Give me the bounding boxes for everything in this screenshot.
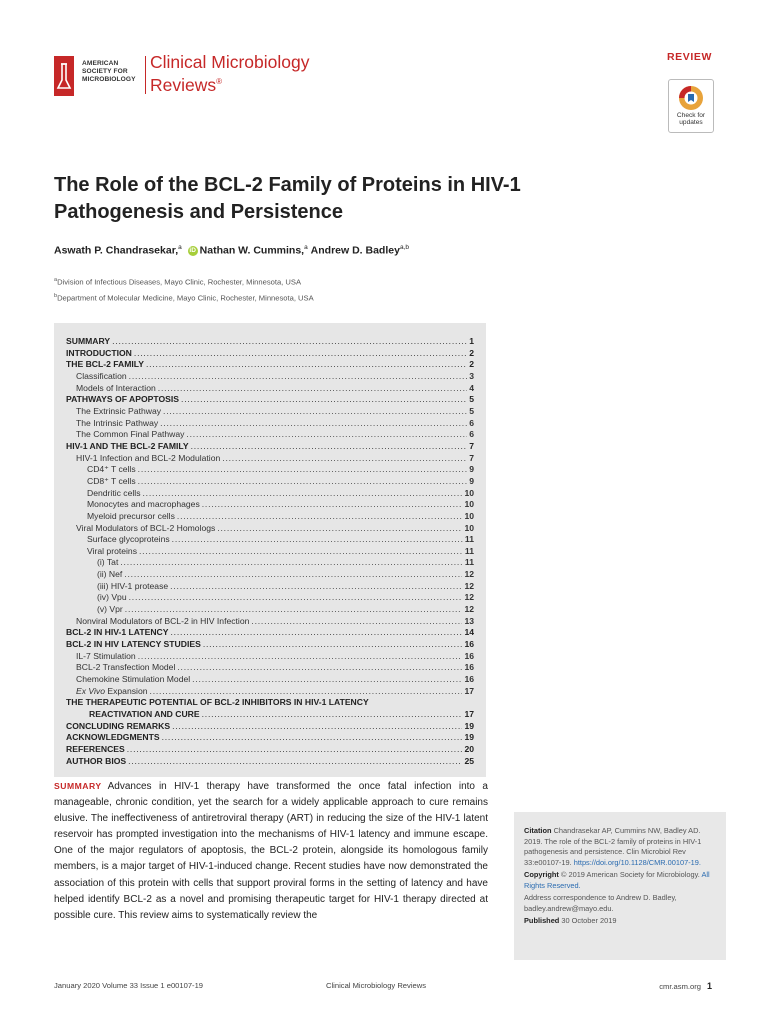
- toc-entry-page: 16: [464, 662, 474, 673]
- toc-entry[interactable]: [66, 627, 474, 639]
- rights-link[interactable]: All Rights Reserved.: [524, 870, 710, 890]
- toc-entry-label: HIV-1 Infection and BCL-2 Modulation: [76, 452, 221, 463]
- toc-entry-label: The Extrinsic Pathway: [76, 405, 162, 416]
- summary-text: Advances in HIV-1 therapy have transformed the once fatal infection into a manageable, chronic condition, yet the search for a widely applicable approach to cure remains elusive. The ineffectiveness of antiretroviral therapy (ART) in reducing the size of the HIV-1 latent reservoir has prompted investigation into the mechanisms of HIV-1 latency and immune escape. One of the major regulators of apoptosis, the BCL-2 protein, alongside its homologous family members, is a major target of HIV-1-induced change. Recent studies have now demonstrated the association of this protein with cells that support proviral forms in the setting of latency and have helped identify BCL-2 as a novel and promising therapeutic target for HIV-1 therapy directed at possible cure. This review aims to systematically review the: [54, 781, 488, 921]
- table-of-contents: [54, 323, 486, 777]
- toc-leader-dots: [124, 569, 462, 581]
- toc-leader-dots: [192, 674, 462, 686]
- toc-entry[interactable]: [66, 476, 474, 488]
- toc-leader-dots: [134, 348, 467, 360]
- author-list: Aswath P. Chandrasekar,$^a$ iD Nathan W. Cummins,$^a$ Andrew D. Badley$^{a,b}$: [54, 244, 409, 257]
- toc-entry[interactable]: [66, 371, 474, 383]
- toc-entry-label: Nonviral Modulators of BCL-2 in HIV Infection: [76, 615, 250, 626]
- toc-entry-page: 10: [464, 522, 474, 533]
- toc-entry-label: Models of Interaction: [76, 382, 156, 393]
- toc-entry[interactable]: [66, 592, 474, 604]
- toc-leader-dots: [171, 627, 463, 639]
- toc-entry-label: Surface glycoproteins: [87, 534, 170, 545]
- toc-entry-page: 12: [464, 580, 474, 591]
- published-date: Published 30 October 2019: [524, 916, 617, 925]
- toc-entry-page: 12: [464, 569, 474, 580]
- toc-entry[interactable]: [66, 581, 474, 593]
- author-name: Aswath P. Chandrasekar,: [54, 244, 179, 257]
- toc-entry-label: BCL-2 IN HIV-1 LATENCY: [66, 627, 169, 638]
- toc-leader-dots: [177, 662, 462, 674]
- toc-entry-label: Viral proteins: [87, 545, 137, 556]
- toc-entry-label: Chemokine Stimulation Model: [76, 674, 191, 685]
- toc-entry-label: CD8⁺ T cells: [87, 475, 136, 486]
- header-divider: [145, 56, 146, 94]
- toc-entry-label: (ii) Nef: [97, 569, 123, 580]
- toc-entry[interactable]: [66, 383, 474, 395]
- toc-leader-dots: [112, 336, 467, 348]
- toc-entry-page: 9: [469, 475, 474, 486]
- toc-entry-page: 7: [469, 440, 474, 451]
- toc-entry-label: CONCLUDING REMARKS: [66, 720, 171, 731]
- toc-entry-page: 2: [469, 359, 474, 370]
- toc-entry[interactable]: [66, 697, 474, 709]
- toc-entry[interactable]: [66, 511, 474, 523]
- toc-entry-label: ACKNOWLEDGMENTS: [66, 732, 160, 743]
- journal-name: Clinical Microbiology Reviews®: [150, 52, 310, 95]
- citation: Citation Chandrasekar AP, Cummins NW, Badley AD. 2019. The role of the BCL-2 family of proteins in HIV-1 pathogenesis and persistence. Clin Microbiol Rev 33:e00107-19. https://doi.org/10.1128/CMR.00107-19.: [524, 826, 702, 867]
- toc-leader-dots: [251, 616, 462, 628]
- correspondence: Address correspondence to Andrew D. Badley, badley.andrew@mayo.edu.: [524, 893, 677, 913]
- toc-leader-dots: [202, 709, 463, 721]
- toc-entry[interactable]: [66, 732, 474, 744]
- toc-entry[interactable]: [66, 616, 474, 628]
- toc-leader-dots: [127, 744, 463, 756]
- toc-leader-dots: [150, 686, 463, 698]
- toc-entry-page: 4: [469, 382, 474, 393]
- toc-entry[interactable]: [66, 534, 474, 546]
- toc-entry-page: 11: [464, 545, 474, 556]
- toc-entry[interactable]: [66, 418, 474, 430]
- toc-leader-dots: [163, 406, 467, 418]
- toc-leader-dots: [129, 592, 463, 604]
- toc-entry-label: The Intrinsic Pathway: [76, 417, 159, 428]
- toc-entry-label: Classification: [76, 370, 127, 381]
- toc-entry-label: (i) Tat: [97, 557, 119, 568]
- article-type-label: REVIEW: [666, 51, 712, 63]
- copyright: Copyright © 2019 American Society for Microbiology. All Rights Reserved.: [524, 870, 710, 890]
- toc-entry-page: 6: [469, 417, 474, 428]
- toc-entry-page: 16: [464, 639, 474, 650]
- toc-leader-dots: [139, 546, 463, 558]
- toc-entry[interactable]: [66, 464, 474, 476]
- toc-entry-label: INTRODUCTION: [66, 347, 132, 358]
- toc-leader-dots: [146, 359, 467, 371]
- toc-entry[interactable]: [66, 674, 474, 686]
- toc-leader-dots: [125, 604, 463, 616]
- toc-leader-dots: [186, 429, 467, 441]
- toc-leader-dots: [162, 732, 463, 744]
- toc-entry-page: 12: [464, 592, 474, 603]
- toc-entry-label: SUMMARY: [66, 336, 111, 346]
- toc-entry[interactable]: [66, 499, 474, 511]
- toc-entry[interactable]: [66, 557, 474, 569]
- toc-entry-page: 14: [464, 627, 474, 638]
- toc-entry[interactable]: [66, 569, 474, 581]
- toc-leader-dots: [181, 394, 467, 406]
- toc-entry-page: 17: [464, 685, 474, 696]
- toc-entry-page: 12: [464, 604, 474, 615]
- toc-leader-dots: [120, 557, 463, 569]
- check-updates-label: Check for updates: [676, 112, 706, 127]
- toc-leader-dots: [138, 651, 463, 663]
- toc-entry-page: 19: [464, 720, 474, 731]
- toc-leader-dots: [191, 441, 468, 453]
- toc-entry[interactable]: [66, 604, 474, 616]
- footer-journal: Clinical Microbiology Reviews: [326, 981, 427, 990]
- toc-leader-dots: [172, 721, 462, 733]
- toc-entry-label: Viral Modulators of BCL-2 Homologs: [76, 522, 216, 533]
- toc-leader-dots: [172, 534, 463, 546]
- toc-entry-page: 10: [464, 510, 474, 521]
- toc-entry-label: (v) Vpr: [97, 604, 123, 615]
- toc-leader-dots: [177, 511, 463, 523]
- society-name: AMERICAN SOCIETY FOR MICROBIOLOGY: [82, 60, 136, 84]
- check-updates-icon: [677, 84, 705, 112]
- toc-leader-dots: [202, 499, 463, 511]
- toc-entry-label: HIV-1 AND THE BCL-2 FAMILY: [66, 440, 189, 451]
- toc-entry-page: 7: [469, 452, 474, 463]
- toc-entry[interactable]: [66, 406, 474, 418]
- toc-leader-dots: [128, 756, 462, 768]
- toc-entry[interactable]: [66, 523, 474, 535]
- toc-entry-label: (iv) Vpu: [97, 592, 127, 603]
- toc-leader-dots: [217, 523, 462, 535]
- toc-entry[interactable]: [66, 721, 474, 733]
- toc-entry-label: AUTHOR BIOS: [66, 755, 127, 766]
- toc-entry[interactable]: [66, 686, 474, 698]
- toc-leader-dots: [170, 581, 462, 593]
- toc-entry[interactable]: [66, 394, 474, 406]
- toc-entry[interactable]: [66, 359, 474, 371]
- toc-entry-label: Myeloid precursor cells: [87, 510, 175, 521]
- toc-entry-label: Monocytes and macrophages: [87, 499, 200, 510]
- toc-entry-page: 5: [469, 405, 474, 416]
- toc-leader-dots: [160, 418, 467, 430]
- toc-entry-label: Dendritic cells: [87, 487, 141, 498]
- toc-entry-page: 13: [464, 615, 474, 626]
- toc-entry-page: 11: [464, 534, 474, 545]
- affiliation: $^a$Division of Infectious Diseases, Mayo Clinic, Rochester, Minnesota, USA: [54, 277, 302, 287]
- toc-entry-page: 3: [469, 370, 474, 381]
- toc-entry-label: PATHWAYS OF APOPTOSIS: [66, 394, 180, 405]
- footer-issue: January 2020 Volume 33 Issue 1 e00107-19: [54, 981, 204, 990]
- toc-entry-page: 20: [464, 743, 474, 754]
- toc-entry[interactable]: [66, 639, 474, 651]
- toc-entry-label: Ex Vivo Expansion: [76, 685, 148, 696]
- page-number: 1: [706, 981, 712, 991]
- toc-entry[interactable]: [66, 744, 474, 756]
- toc-entry[interactable]: [66, 756, 474, 768]
- toc-leader-dots: [222, 453, 467, 465]
- author-name: Andrew D. Badley: [310, 244, 400, 257]
- footer-site: [659, 981, 712, 991]
- orcid-icon[interactable]: iD: [189, 246, 196, 254]
- toc-leader-dots: [158, 383, 467, 395]
- toc-entry-page: 10: [464, 499, 474, 510]
- toc-entry-page: 6: [469, 429, 474, 440]
- toc-entry-page: 25: [464, 755, 474, 766]
- toc-entry[interactable]: [66, 488, 474, 500]
- toc-entry-page: 2: [469, 347, 474, 358]
- toc-entry-page: 17: [464, 709, 474, 719]
- toc-entry-page: 5: [469, 394, 474, 405]
- toc-entry[interactable]: [66, 429, 474, 441]
- author-name: Nathan W. Cummins,: [199, 244, 305, 257]
- toc-entry-label: IL-7 Stimulation: [76, 650, 136, 661]
- toc-leader-dots: [138, 464, 468, 476]
- toc-leader-dots: [143, 488, 463, 500]
- toc-entry-label: THE THERAPEUTIC POTENTIAL OF BCL-2 INHIBITORS IN HIV-1 LATENCY: [66, 697, 369, 708]
- toc-entry-page: 11: [464, 557, 474, 568]
- affiliation: $^b$Department of Molecular Medicine, Mayo Clinic, Rochester, Minnesota, USA: [54, 293, 314, 303]
- toc-leader-dots: [129, 371, 468, 383]
- toc-entry-label: THE BCL-2 FAMILY: [66, 359, 144, 370]
- toc-entry-label: REFERENCES: [66, 743, 125, 754]
- toc-entry-page: 16: [464, 650, 474, 661]
- toc-entry-label: The Common Final Pathway: [76, 429, 185, 440]
- toc-entry-page: 10: [464, 487, 474, 498]
- toc-entry-label: CD4⁺ T cells: [87, 464, 136, 475]
- citation-box: [514, 812, 726, 960]
- toc-entry-label: BCL-2 IN HIV LATENCY STUDIES: [66, 639, 201, 650]
- toc-entry-label: BCL-2 Transfection Model: [76, 662, 176, 673]
- toc-entry[interactable]: [66, 441, 474, 453]
- toc-entry-page: 19: [464, 732, 474, 743]
- toc-entry[interactable]: [66, 662, 474, 674]
- doi-link[interactable]: https://doi.org/10.1128/CMR.00107-19.: [573, 857, 701, 867]
- toc-entry-page: 1: [469, 336, 474, 346]
- toc-leader-dots: [203, 639, 463, 651]
- toc-entry[interactable]: [66, 348, 474, 360]
- toc-entry[interactable]: [66, 336, 474, 348]
- summary-paragraph: [54, 778, 488, 924]
- site-link[interactable]: cmr.asm.org: [659, 982, 701, 991]
- toc-entry-page: 16: [464, 674, 474, 685]
- toc-entry[interactable]: [66, 453, 474, 465]
- article-title: The Role of the BCL-2 Family of Proteins in HIV-1 Pathogenesis and Persistence: [54, 174, 521, 223]
- toc-entry-label: REACTIVATION AND CURE: [89, 709, 200, 719]
- toc-entry[interactable]: [66, 709, 474, 721]
- toc-leader-dots: [138, 476, 468, 488]
- toc-entry[interactable]: [66, 546, 474, 558]
- toc-entry-label: (iii) HIV-1 protease: [97, 580, 169, 591]
- toc-list: [66, 336, 474, 767]
- toc-entry[interactable]: [66, 651, 474, 663]
- summary-heading: SUMMARY: [54, 781, 102, 791]
- check-for-updates-button[interactable]: [668, 79, 714, 133]
- asm-logo-icon: [54, 56, 74, 96]
- toc-entry-page: 9: [469, 464, 474, 475]
